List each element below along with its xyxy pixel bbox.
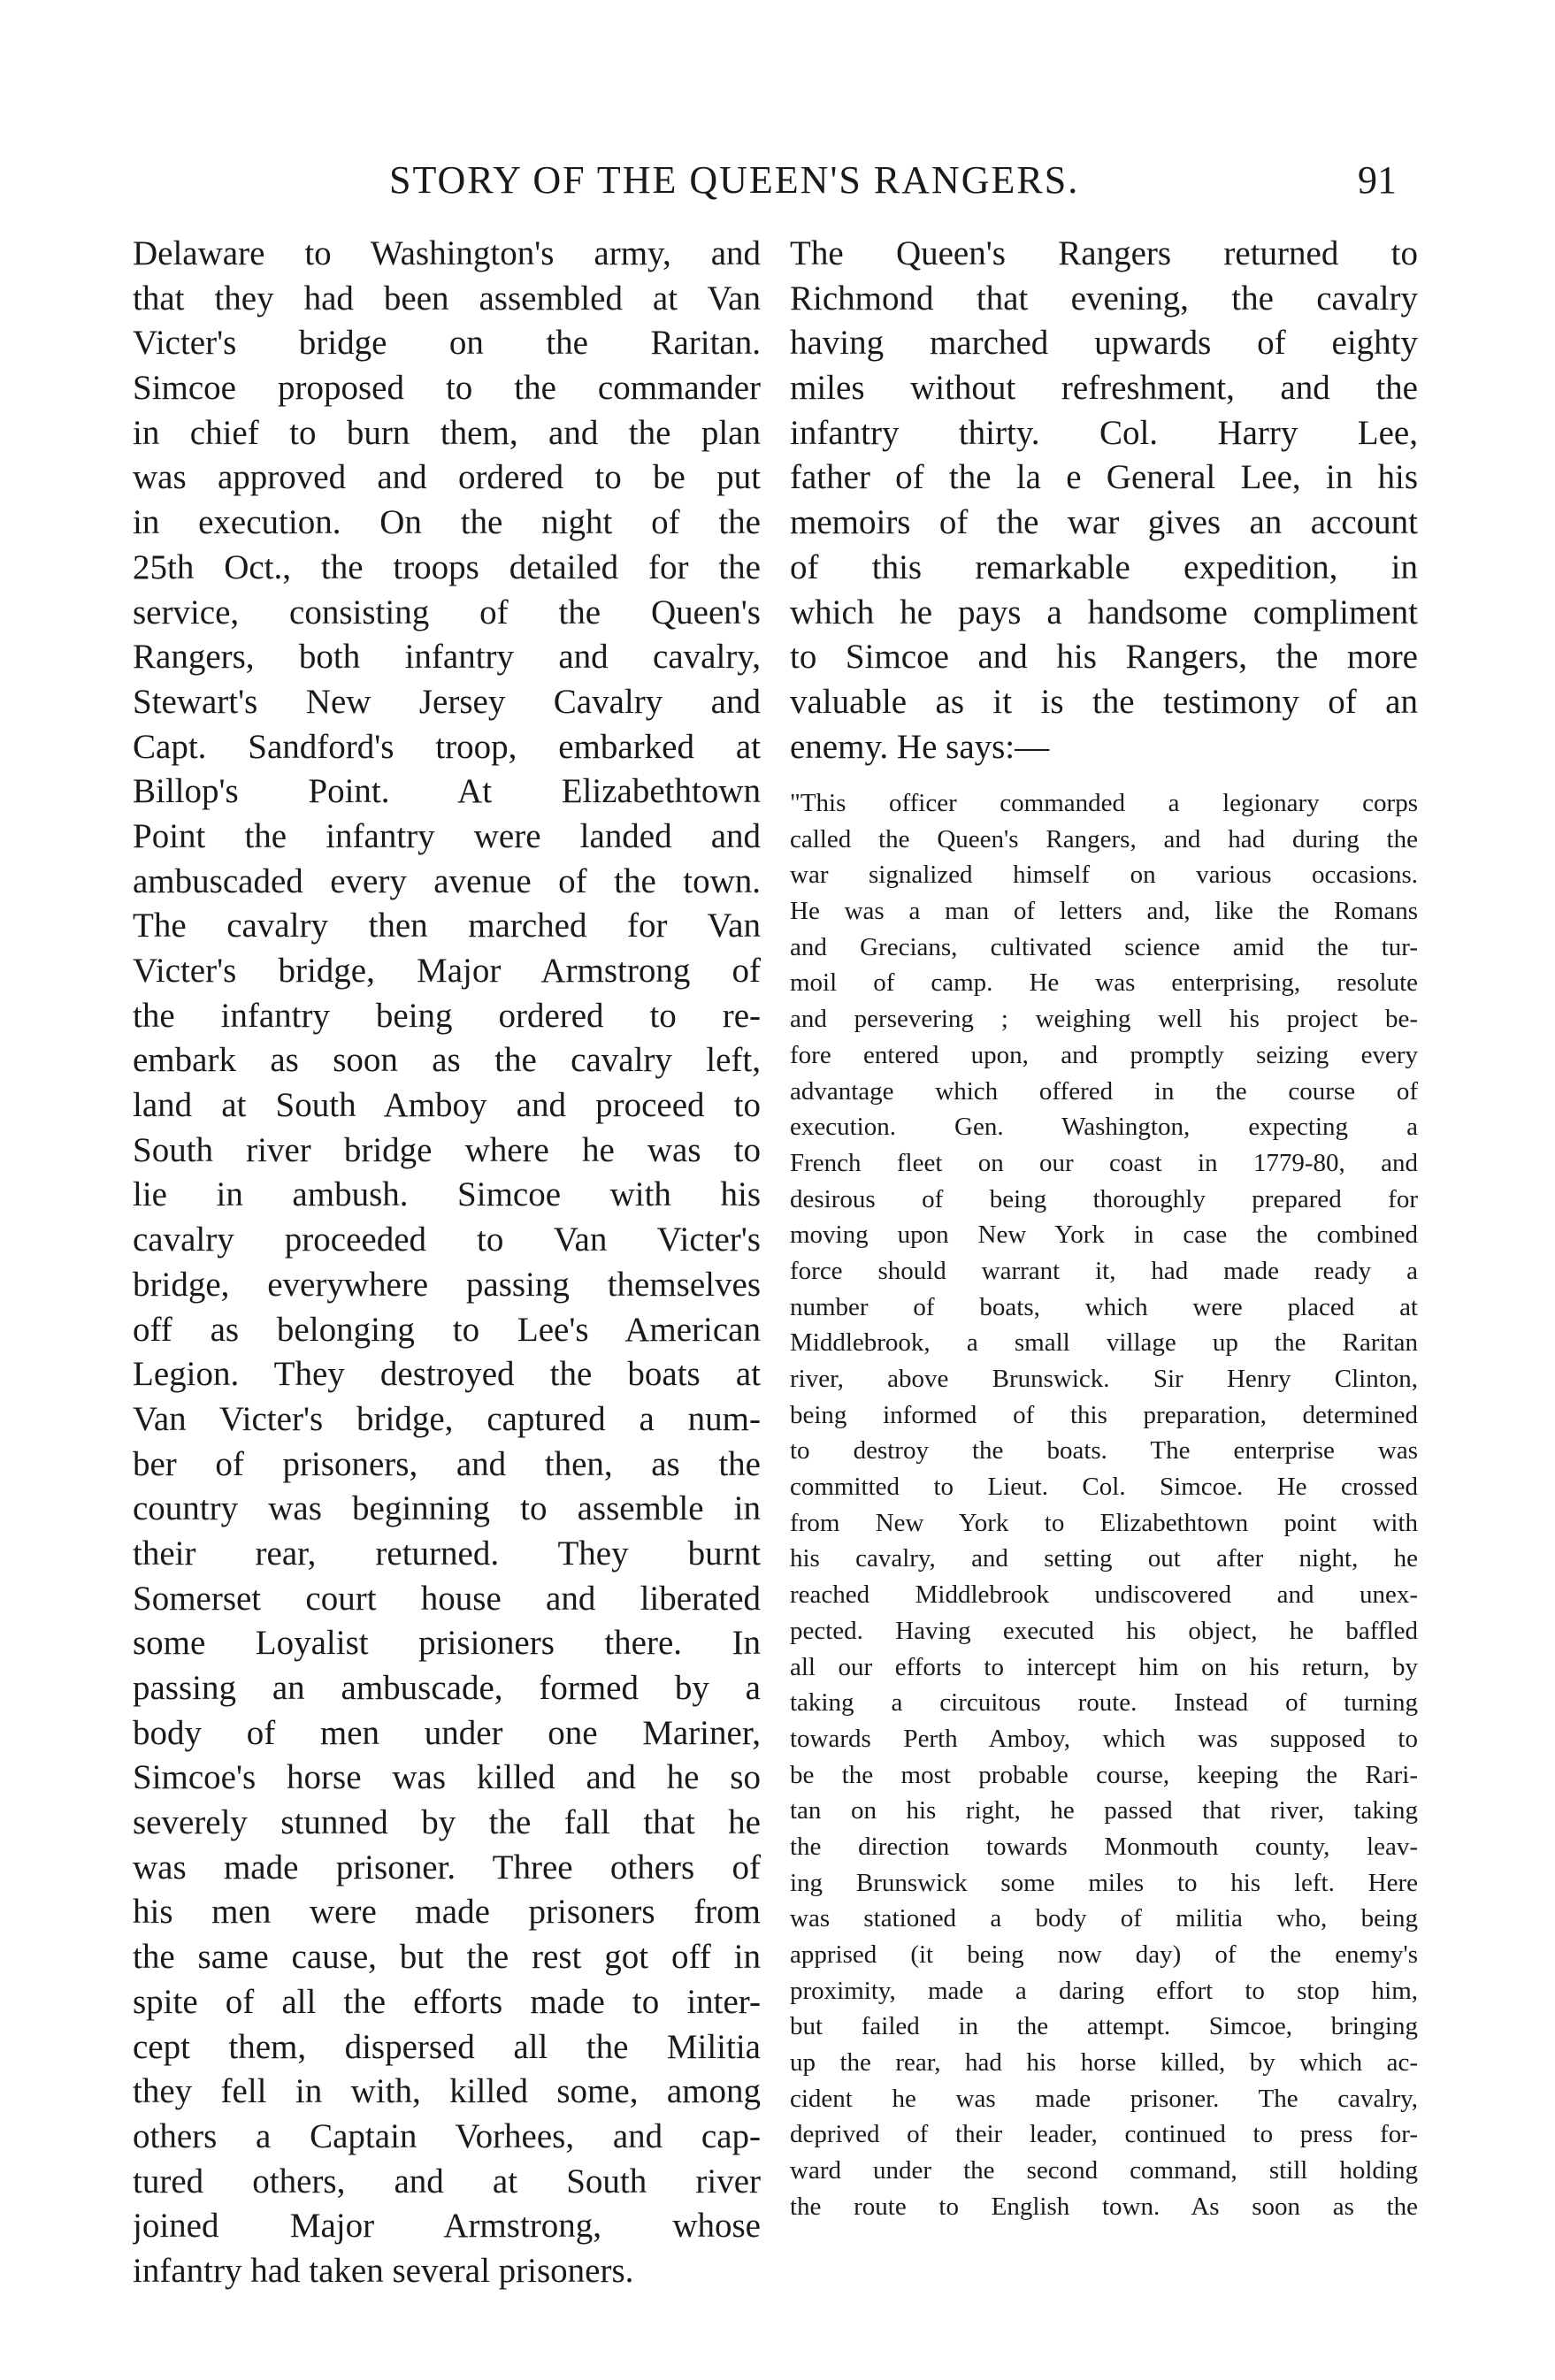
text-line: Richmond that evening, the cavalry — [790, 279, 1418, 318]
text-line: land at South Amboy and proceed to — [133, 1086, 761, 1125]
text-line: Delaware to Washington's army, and — [133, 234, 761, 272]
text-line: French fleet on our coast in 1779-80, and — [790, 1148, 1418, 1177]
text-line: but failed in the attempt. Simcoe, bringing — [790, 2012, 1418, 2041]
text-line: "This officer commanded a legionary corps — [790, 789, 1418, 817]
text-line: moving upon New York in case the combined — [790, 1221, 1418, 1250]
text-line: having marched upwards of eighty — [790, 324, 1418, 363]
text-line: joined Major Armstrong, whose — [133, 2207, 761, 2246]
text-line: up the rear, had his horse killed, by which ac- — [790, 2048, 1418, 2078]
text-line: others a Captain Vorhees, and cap- — [133, 2116, 761, 2155]
text-line: service, consisting of the Queen's — [133, 593, 761, 631]
page-number: 91 — [1358, 158, 1397, 202]
text-line: The Queen's Rangers returned to — [790, 234, 1418, 272]
text-line: that they had been assembled at Van — [133, 279, 761, 318]
text-line: was approved and ordered to be put — [133, 458, 761, 497]
text-line: Rangers, both infantry and cavalry, — [133, 638, 761, 677]
text-line: towards Perth Amboy, which was supposed to — [790, 1724, 1418, 1753]
text-line: cavalry proceeded to Van Victer's — [133, 1221, 761, 1259]
text-line: was stationed a body of militia who, being — [790, 1904, 1418, 1933]
text-line: being informed of this preparation, determined — [790, 1400, 1418, 1429]
text-line: cept them, dispersed all the Militia — [133, 2027, 761, 2066]
text-line: reached Middlebrook undiscovered and unex- — [790, 1580, 1418, 1610]
text-line: all our efforts to intercept him on his return, by — [790, 1652, 1418, 1681]
text-line: committed to Lieut. Col. Simcoe. He crossed — [790, 1473, 1418, 1502]
right-column — [790, 232, 1418, 769]
text-line: fore entered upon, and promptly seizing every — [790, 1040, 1418, 1069]
text-line: country was beginning to assemble in — [133, 1489, 761, 1528]
text-line: Point the infantry were landed and — [133, 816, 761, 855]
text-line: moil of camp. He was enterprising, resolute — [790, 968, 1418, 998]
text-line: called the Queen's Rangers, and had during the — [790, 824, 1418, 853]
text-line: the same cause, but the rest got off in — [133, 1938, 761, 1977]
text-line: the route to English town. As soon as the — [790, 2192, 1418, 2221]
text-line: ing Brunswick some miles to his left. Here — [790, 1868, 1418, 1897]
text-line: tured others, and at South river — [133, 2162, 761, 2200]
text-line: tan on his right, he passed that river, taking — [790, 1796, 1418, 1825]
text-line: miles without refreshment, and the — [790, 369, 1418, 408]
text-line: ber of prisoners, and then, as the — [133, 1444, 761, 1483]
text-line: memoirs of the war gives an account — [790, 503, 1418, 542]
text-line: Billop's Point. At Elizabethtown — [133, 772, 761, 811]
text-line: his men were made prisoners from — [133, 1893, 761, 1932]
block-quote — [790, 785, 1418, 2225]
text-line: South river bridge where he was to — [133, 1130, 761, 1169]
text-line: number of boats, which were placed at — [790, 1292, 1418, 1321]
text-line: apprised (it being now day) of the enemy's — [790, 1940, 1418, 1969]
text-line: be the most probable course, keeping the Rari- — [790, 1760, 1418, 1789]
text-line: Stewart's New Jersey Cavalry and — [133, 682, 761, 721]
text-line: force should warrant it, had made ready a — [790, 1256, 1418, 1285]
text-line: off as belonging to Lee's American — [133, 1310, 761, 1349]
text-line: war signalized himself on various occasions. — [790, 861, 1418, 890]
text-line: to destroy the boats. The enterprise was — [790, 1436, 1418, 1465]
text-line: He was a man of letters and, like the Romans — [790, 897, 1418, 926]
text-line: the direction towards Monmouth county, leav- — [790, 1832, 1418, 1861]
text-line: Somerset court house and liberated — [133, 1579, 761, 1618]
text-line: Capt. Sandford's troop, embarked at — [133, 727, 761, 766]
running-head — [0, 157, 1555, 210]
text-line: the infantry being ordered to re- — [133, 996, 761, 1035]
text-line: Simcoe's horse was killed and he so — [133, 1758, 761, 1797]
text-line: Legion. They destroyed the boats at — [133, 1355, 761, 1394]
text-line: embark as soon as the cavalry left, — [133, 1041, 761, 1080]
text-line: advantage which offered in the course of — [790, 1076, 1418, 1106]
text-line: passing an ambuscade, formed by a — [133, 1669, 761, 1707]
text-line: from New York to Elizabethtown point with — [790, 1508, 1418, 1537]
text-line: river, above Brunswick. Sir Henry Clinton, — [790, 1365, 1418, 1393]
text-line: his cavalry, and setting out after night, he — [790, 1544, 1418, 1573]
text-line: desirous of being thoroughly prepared for — [790, 1184, 1418, 1213]
text-line: pected. Having executed his object, he baffled — [790, 1616, 1418, 1645]
text-line: in chief to burn them, and the plan — [133, 413, 761, 452]
text-line: Simcoe proposed to the commander — [133, 369, 761, 408]
text-line: cident he was made prisoner. The cavalry, — [790, 2084, 1418, 2113]
text-line: enemy. He says:— — [790, 727, 1050, 766]
text-line: Victer's bridge on the Raritan. — [133, 324, 761, 363]
text-line: of this remarkable expedition, in — [790, 547, 1418, 586]
text-line: was made prisoner. Three others of — [133, 1848, 761, 1886]
text-line: their rear, returned. They burnt — [133, 1534, 761, 1573]
text-line: execution. Gen. Washington, expecting a — [790, 1113, 1418, 1142]
text-line: ward under the second command, still holding — [790, 2156, 1418, 2185]
text-line: lie in ambush. Simcoe with his — [133, 1175, 761, 1214]
text-line: father of the la e General Lee, in his — [790, 458, 1418, 497]
text-line: and Grecians, cultivated science amid the tur- — [790, 932, 1418, 961]
running-title: STORY OF THE QUEEN'S RANGERS. — [389, 158, 1080, 202]
text-line: The cavalry then marched for Van — [133, 907, 761, 945]
text-line: 25th Oct., the troops detailed for the — [133, 547, 761, 586]
text-line: to Simcoe and his Rangers, the more — [790, 638, 1418, 677]
text-line: Middlebrook, a small village up the Raritan — [790, 1328, 1418, 1358]
text-line: infantry had taken several prisoners. — [133, 2251, 634, 2290]
text-line: bridge, everywhere passing themselves — [133, 1265, 761, 1304]
text-line: Van Victer's bridge, captured a num- — [133, 1399, 761, 1438]
text-line: taking a circuitous route. Instead of turning — [790, 1688, 1418, 1718]
text-line: they fell in with, killed some, among — [133, 2072, 761, 2111]
text-line: which he pays a handsome compliment — [790, 593, 1418, 631]
text-line: Victer's bridge, Major Armstrong of — [133, 952, 761, 990]
text-line: valuable as it is the testimony of an — [790, 682, 1418, 721]
left-column — [133, 232, 761, 2294]
text-line: infantry thirty. Col. Harry Lee, — [790, 413, 1418, 452]
text-line: and persevering ; weighing well his project be- — [790, 1005, 1418, 1034]
text-line: body of men under one Mariner, — [133, 1713, 761, 1752]
text-line: spite of all the efforts made to inter- — [133, 1982, 761, 2021]
text-line: some Loyalist prisioners there. In — [133, 1624, 761, 1663]
text-line: in execution. On the night of the — [133, 503, 761, 542]
text-line: ambuscaded every avenue of the town. — [133, 861, 761, 900]
text-line: deprived of their leader, continued to press for- — [790, 2120, 1418, 2149]
text-line: proximity, made a daring effort to stop him, — [790, 1976, 1418, 2005]
text-line: severely stunned by the fall that he — [133, 1803, 761, 1842]
